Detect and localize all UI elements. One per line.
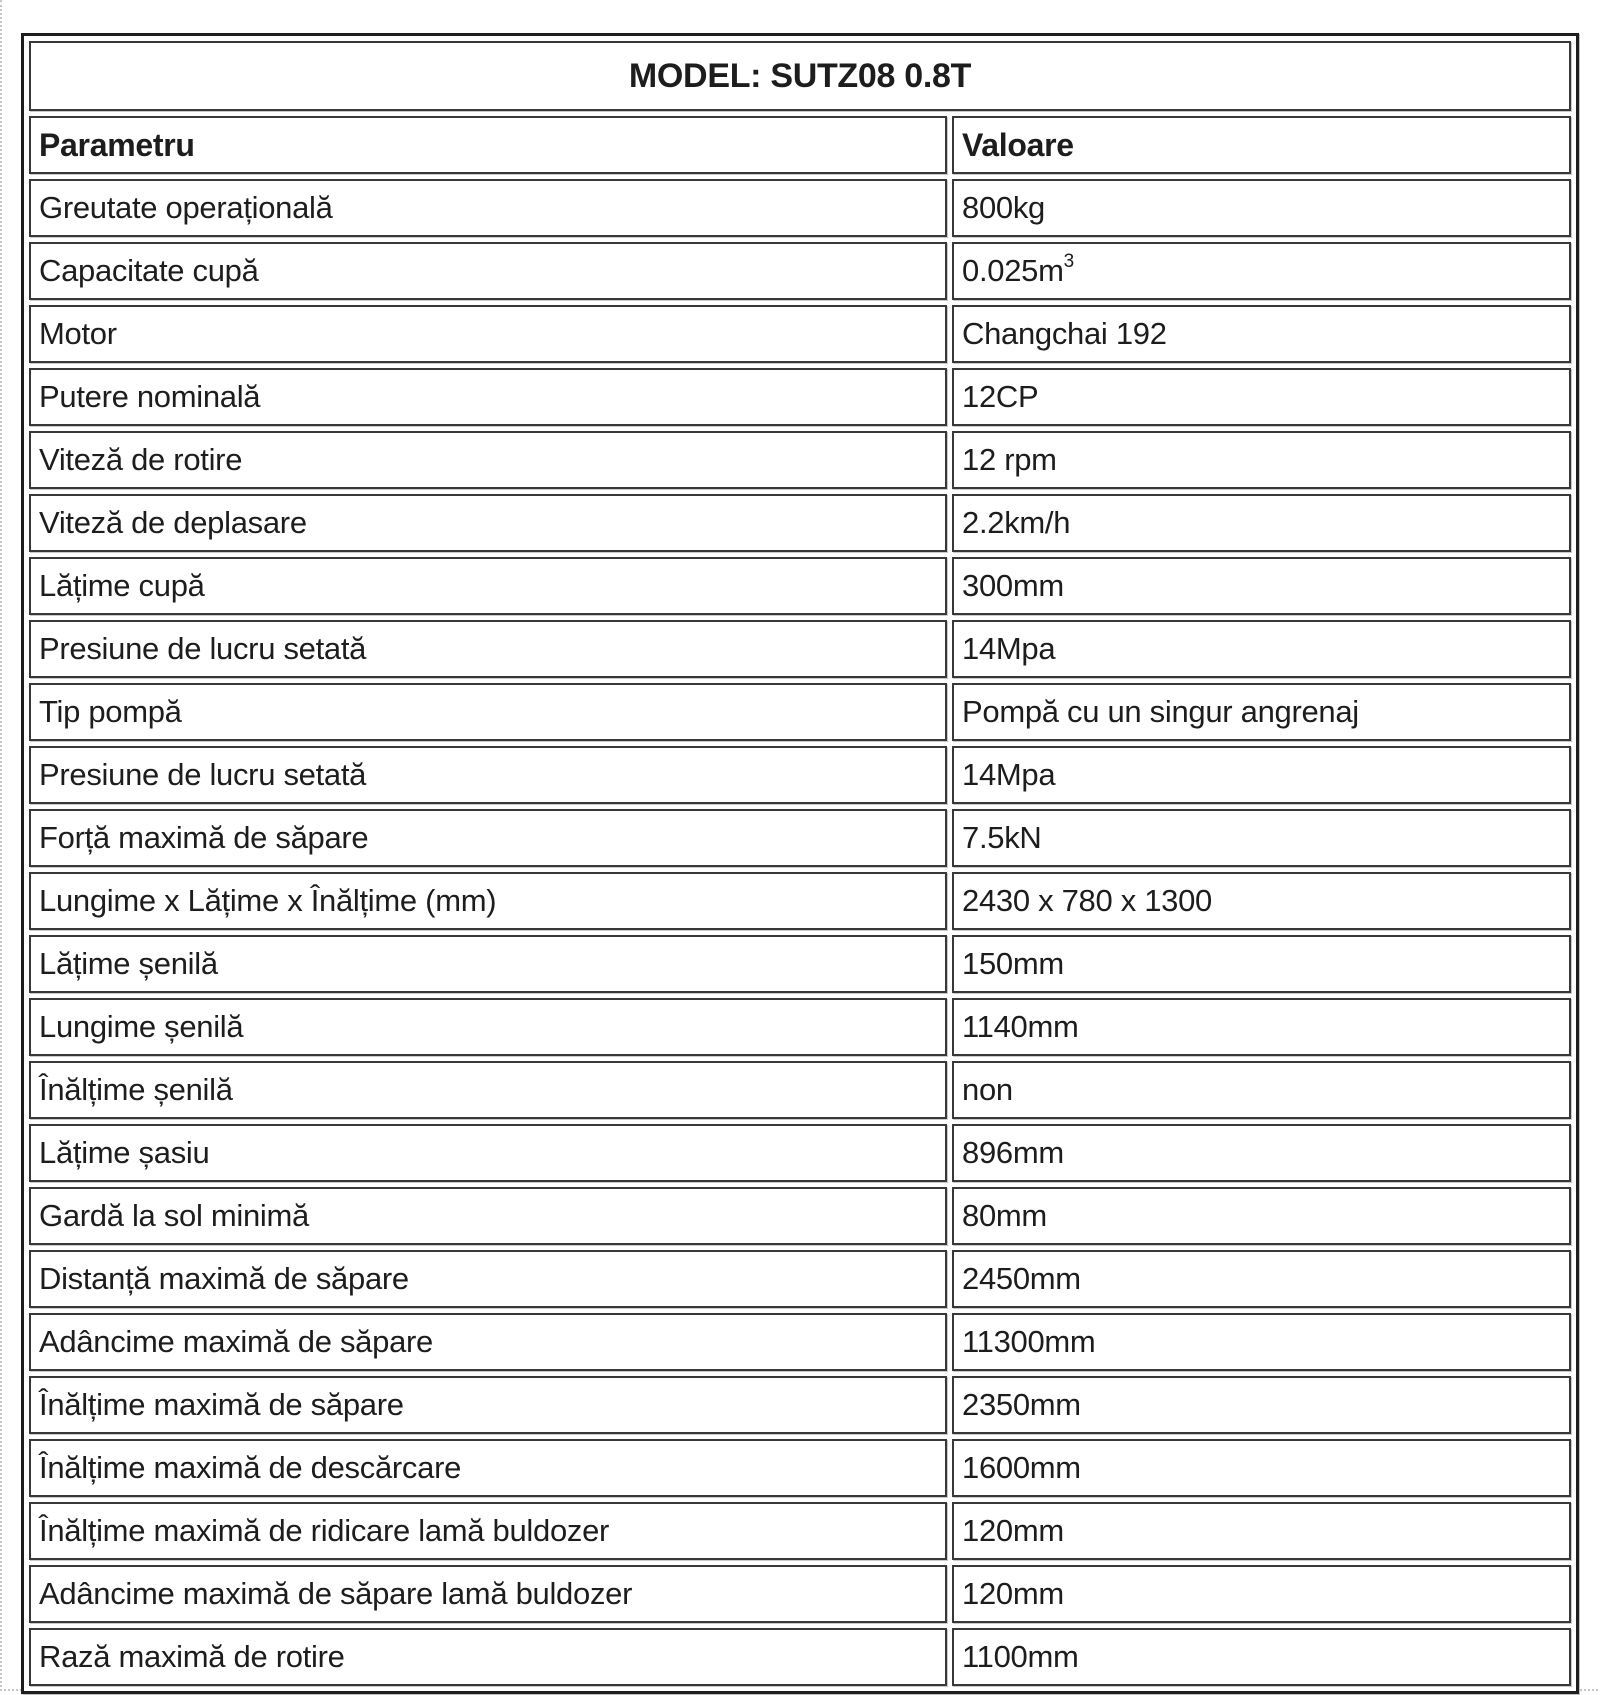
- table-row: [29, 557, 1571, 615]
- parameter-cell: Lungime șenilă: [29, 998, 947, 1056]
- table-row: [29, 1565, 1571, 1623]
- parameter-cell: Motor: [29, 305, 947, 363]
- value-text: 1140mm: [962, 1009, 1079, 1044]
- value-text: 120mm: [962, 1513, 1064, 1548]
- value-cell: [952, 935, 1571, 993]
- parameter-cell: Tip pompă: [29, 683, 947, 741]
- table-row: [29, 998, 1571, 1056]
- value-cell: [952, 494, 1571, 552]
- column-header-parametru: Parametru: [29, 116, 947, 174]
- value-text: 80mm: [962, 1198, 1047, 1233]
- table-row: [29, 1439, 1571, 1497]
- value-cell: [952, 1376, 1571, 1434]
- parameter-cell: Lățime șasiu: [29, 1124, 947, 1182]
- parameter-cell: Rază maximă de rotire: [29, 1628, 947, 1686]
- table-head: [29, 41, 1571, 174]
- parameter-cell: Greutate operațională: [29, 179, 947, 237]
- header-row: [29, 116, 1571, 174]
- parameter-cell: Presiune de lucru setată: [29, 620, 947, 678]
- value-text: 7.5kN: [962, 820, 1042, 855]
- table-row: [29, 620, 1571, 678]
- value-cell: [952, 431, 1571, 489]
- title-row: [29, 41, 1571, 111]
- parameter-cell: Capacitate cupă: [29, 242, 947, 300]
- value-text: 2430 x 780 x 1300: [962, 883, 1212, 918]
- parameter-cell: Lungime x Lățime x Înălțime (mm): [29, 872, 947, 930]
- table-row: [29, 935, 1571, 993]
- parameter-cell: Gardă la sol minimă: [29, 1187, 947, 1245]
- value-text: 150mm: [962, 946, 1064, 981]
- value-cell: [952, 557, 1571, 615]
- value-cell: [952, 746, 1571, 804]
- value-text: 11300mm: [962, 1324, 1096, 1359]
- value-cell: [952, 998, 1571, 1056]
- table-row: [29, 1187, 1571, 1245]
- table-row: [29, 305, 1571, 363]
- value-cell: [952, 305, 1571, 363]
- table-row: [29, 368, 1571, 426]
- table-row: [29, 1124, 1571, 1182]
- value-text: non: [962, 1072, 1013, 1107]
- value-text: Pompă cu un singur angrenaj: [962, 694, 1359, 729]
- value-text: 120mm: [962, 1576, 1064, 1611]
- spec-table: [21, 33, 1579, 1694]
- value-cell: [952, 1565, 1571, 1623]
- parameter-cell: Lățime cupă: [29, 557, 947, 615]
- table-row: [29, 1502, 1571, 1560]
- value-cell: [952, 1250, 1571, 1308]
- table-row: [29, 1250, 1571, 1308]
- value-text: 1100mm: [962, 1639, 1079, 1674]
- table-row: [29, 1061, 1571, 1119]
- value-cell: [952, 683, 1571, 741]
- table-row: [29, 242, 1571, 300]
- parameter-cell: Putere nominală: [29, 368, 947, 426]
- value-cell: [952, 1187, 1571, 1245]
- parameter-cell: Înălțime maximă de săpare: [29, 1376, 947, 1434]
- parameter-cell: Distanță maximă de săpare: [29, 1250, 947, 1308]
- value-cell: [952, 1313, 1571, 1371]
- value-text: 896mm: [962, 1135, 1064, 1170]
- parameter-cell: Lățime șenilă: [29, 935, 947, 993]
- value-cell: [952, 179, 1571, 237]
- value-cell: [952, 809, 1571, 867]
- parameter-cell: Înălțime maximă de descărcare: [29, 1439, 947, 1497]
- table-row: [29, 872, 1571, 930]
- parameter-cell: Forță maximă de săpare: [29, 809, 947, 867]
- value-cell: [952, 872, 1571, 930]
- value-cell: [952, 1061, 1571, 1119]
- value-cell: [952, 1439, 1571, 1497]
- parameter-cell: Viteză de deplasare: [29, 494, 947, 552]
- table-body: [29, 179, 1571, 1686]
- column-header-valoare: Valoare: [952, 116, 1571, 174]
- value-text: 14Mpa: [962, 631, 1056, 666]
- value-cell: [952, 1502, 1571, 1560]
- table-title: MODEL: SUTZ08 0.8T: [29, 41, 1571, 111]
- table-row: [29, 683, 1571, 741]
- value-cell: [952, 1628, 1571, 1686]
- value-text: 2.2km/h: [962, 505, 1071, 540]
- value-text: 2450mm: [962, 1261, 1081, 1296]
- table-row: [29, 1376, 1571, 1434]
- table-row: [29, 1628, 1571, 1686]
- value-cell: [952, 1124, 1571, 1182]
- parameter-cell: Viteză de rotire: [29, 431, 947, 489]
- table-row: [29, 431, 1571, 489]
- value-text: 1600mm: [962, 1450, 1081, 1485]
- value-text: 300mm: [962, 568, 1064, 603]
- value-cell: [952, 368, 1571, 426]
- table-row: [29, 179, 1571, 237]
- parameter-cell: Înălțime șenilă: [29, 1061, 947, 1119]
- value-text: 12CP: [962, 379, 1039, 414]
- parameter-cell: Presiune de lucru setată: [29, 746, 947, 804]
- table-row: [29, 494, 1571, 552]
- table-row: [29, 809, 1571, 867]
- parameter-cell: Adâncime maximă de săpare: [29, 1313, 947, 1371]
- value-text: 800kg: [962, 190, 1045, 225]
- value-cell: [952, 620, 1571, 678]
- value-superscript: 3: [1063, 251, 1074, 272]
- value-text: 2350mm: [962, 1387, 1081, 1422]
- parameter-cell: Adâncime maximă de săpare lamă buldozer: [29, 1565, 947, 1623]
- table-row: [29, 1313, 1571, 1371]
- value-text: 0.025m: [962, 253, 1064, 288]
- table-row: [29, 746, 1571, 804]
- parameter-cell: Înălțime maximă de ridicare lamă buldozer: [29, 1502, 947, 1560]
- value-text: 14Mpa: [962, 757, 1056, 792]
- value-cell: [952, 242, 1571, 300]
- value-text: 12 rpm: [962, 442, 1057, 477]
- value-text: Changchai 192: [962, 316, 1167, 351]
